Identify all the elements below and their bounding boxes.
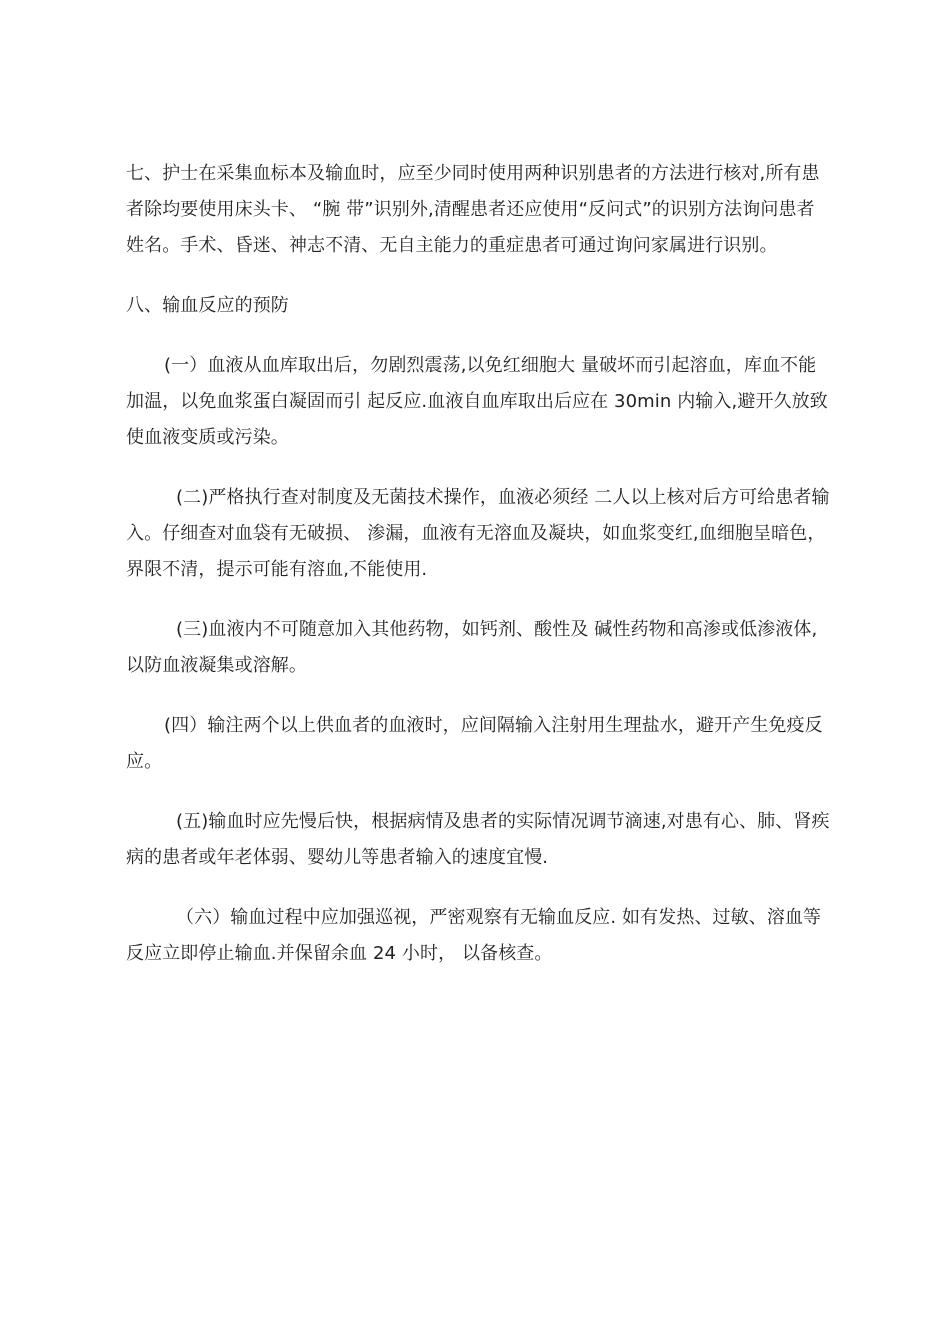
item-3-paragraph: (三)血液内不可随意加入其他药物，如钙剂、酸性及 碱性药物和高渗或低渗液体,以防血液凝集或溶解。 [126, 619, 818, 676]
item-1-paragraph: (一）血液从血库取出后，勿剧烈震荡,以免红细胞大 量破坏而引起溶血，库血不能加温，以免血浆蛋白凝固而引 起反应.血液自血库取出后应在 30min 内输入,避开久放致使血液变质或污染。 [126, 355, 828, 448]
item-5-paragraph: (五)输血时应先慢后快，根据病情及患者的实际情况调节滴速,对患有心、肺、肾疾病的患者或年老体弱、婴幼儿等患者输入的速度宜慢. [126, 811, 830, 868]
item-6-paragraph: （六）输血过程中应加强巡视，严密观察有无输血反应. 如有发热、过敏、溶血等反应立即停止输血.并保留余血 24 小时， 以备核查。 [126, 907, 822, 964]
item-4-paragraph: (四）输注两个以上供血者的血液时，应间隔输入注射用生理盐水，避开产生免疫反应。 [126, 715, 823, 772]
section-8-title: 八、输血反应的预防 [126, 295, 289, 316]
item-2-paragraph: (二)严格执行查对制度及无菌技术操作，血液必须经 二人以上核对后方可给患者输入。仔细查对血袋有无破损、 渗漏，血液有无溶血及凝块，如血浆变红,血细胞呈暗色， 界限不清，提示可能有溶血,不能使用. [126, 487, 830, 580]
document-body [126, 156, 830, 972]
section-7-paragraph: 七、护士在采集血标本及输血时，应至少同时使用两种识别患者的方法进行核对,所有患者除均要使用床头卡、 “腕 带”识别外,清醒患者还应使用“反问式”的识别方法询问患者姓名。手术、昏迷、神志不清、无自主能力的重症患者可通过询问家属进行识别。 [126, 163, 820, 256]
